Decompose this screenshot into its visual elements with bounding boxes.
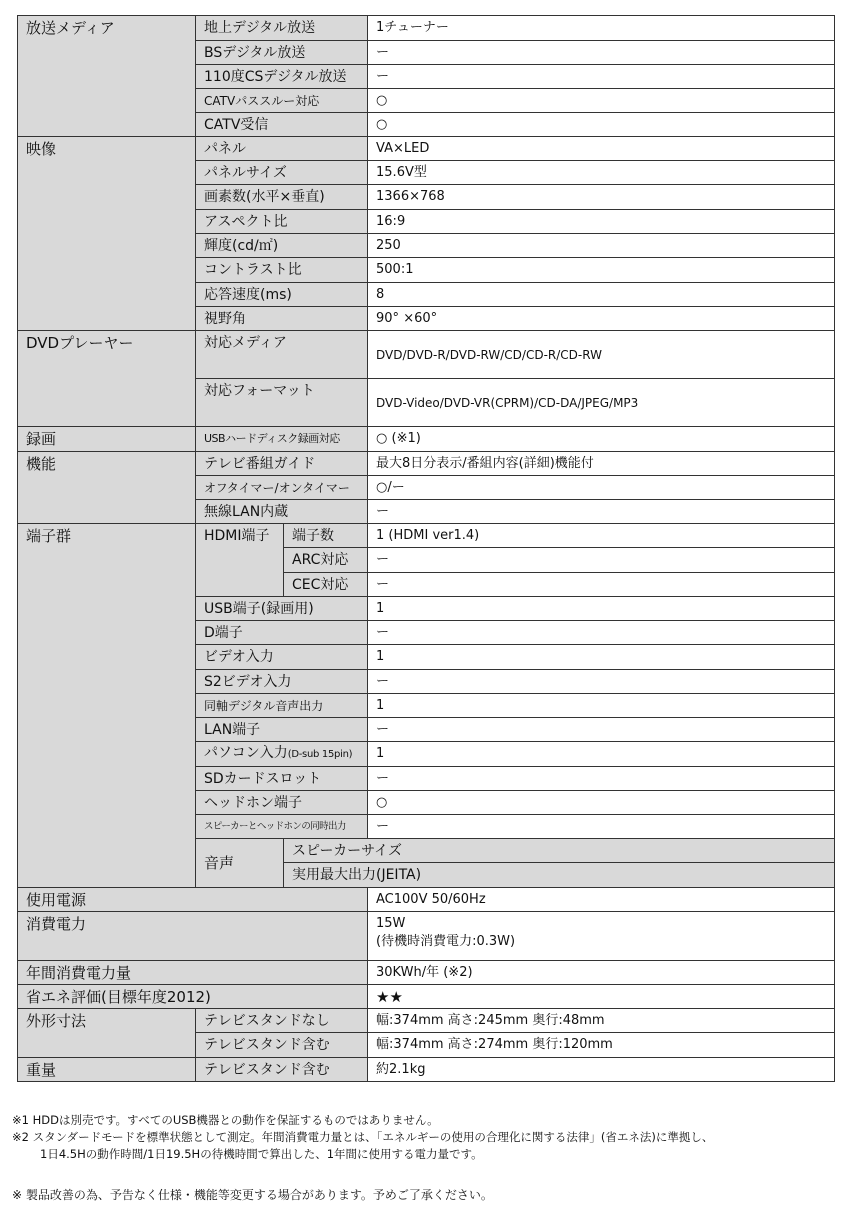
spec-label: S2ビデオ入力 <box>196 670 368 694</box>
spec-value: 1 <box>368 645 835 670</box>
spec-value: 最大8日分表示/番組内容(詳細)機能付 <box>368 452 835 476</box>
spec-table <box>17 15 835 1082</box>
spec-value: DVD-Video/DVD-VR(CPRM)/CD-DA/JPEG/MP3 <box>368 379 835 427</box>
spec-label: USBハードディスク録画対応 <box>196 427 368 452</box>
spec-label: SDカードスロット <box>196 767 368 791</box>
spec-value: ○/ー <box>368 476 835 500</box>
spec-label: パネル <box>196 137 368 161</box>
power-consumption-value <box>368 912 835 961</box>
category-power-source: 使用電源 <box>18 888 368 912</box>
spec-value: 250 <box>368 234 835 258</box>
spec-row <box>18 1058 835 1082</box>
spec-value: DVD/DVD-R/DVD-RW/CD/CD-R/CD-RW <box>368 331 835 379</box>
spec-label: パソコン入力 <box>204 745 288 761</box>
spec-value: ー <box>368 815 835 839</box>
spec-row <box>18 888 835 912</box>
spec-label: 輝度(cd/㎡) <box>196 234 368 258</box>
category-weight: 重量 <box>18 1058 196 1082</box>
spec-value: 1 (HDMI ver1.4) <box>368 524 835 548</box>
spec-value: 幅:374mm 高さ:245mm 奥行:48mm <box>368 1009 835 1033</box>
spec-label: 地上デジタル放送 <box>196 16 368 41</box>
spec-value: 15.6V型 <box>368 161 835 185</box>
spec-value: ー <box>368 65 835 89</box>
spec-label: 端子数 <box>284 524 368 548</box>
footnote-1: ※1 HDDは別売です。すべてのUSB機器との動作を保証するものではありません。 <box>12 1113 439 1127</box>
spec-value: 500:1 <box>368 258 835 283</box>
spec-value: ○ <box>368 113 835 137</box>
spec-value: AC100V 50/60Hz <box>368 888 835 912</box>
spec-label: 実用最大出力(JEITA) <box>284 863 835 888</box>
hdmi-label: HDMI端子 <box>196 524 284 597</box>
spec-label: テレビスタンド含む <box>196 1033 368 1058</box>
spec-value: 幅:374mm 高さ:274mm 奥行:120mm <box>368 1033 835 1058</box>
spec-label: 無線LAN内蔵 <box>196 500 368 524</box>
spec-value: 1 <box>368 597 835 621</box>
spec-label: テレビスタンド含む <box>196 1058 368 1082</box>
spec-value: ー <box>368 767 835 791</box>
category-power-consumption: 消費電力 <box>18 912 368 961</box>
spec-label: 応答速度(ms) <box>196 283 368 307</box>
spec-value: (待機時消費電力:0.3W) <box>376 934 516 949</box>
spec-label: スピーカーサイズ <box>284 839 835 863</box>
spec-value: ○ <box>368 791 835 815</box>
spec-value: 90° ×60° <box>368 307 835 331</box>
spec-label: D端子 <box>196 621 368 645</box>
spec-label: USB端子(録画用) <box>196 597 368 621</box>
spec-value: 8 <box>368 283 835 307</box>
pc-input-label <box>196 742 368 767</box>
spec-value: 約2.1kg <box>368 1058 835 1082</box>
spec-value: ー <box>368 41 835 65</box>
spec-row <box>18 331 835 379</box>
spec-value: ー <box>368 670 835 694</box>
spec-value: 1366×768 <box>368 185 835 210</box>
spec-value: VA×LED <box>368 137 835 161</box>
spec-label: BSデジタル放送 <box>196 41 368 65</box>
spec-row <box>18 524 835 548</box>
energy-stars: ★★ <box>368 985 835 1009</box>
spec-value: ー <box>368 718 835 742</box>
spec-label: 110度CSデジタル放送 <box>196 65 368 89</box>
spec-label: CEC対応 <box>284 573 368 597</box>
spec-label: 同軸デジタル音声出力 <box>196 694 368 718</box>
spec-row <box>18 1009 835 1033</box>
spec-row <box>18 912 835 961</box>
category-broadcast: 放送メディア <box>18 16 196 137</box>
spec-value: 30KWh/年 (※2) <box>368 961 835 985</box>
spec-label: テレビ番組ガイド <box>196 452 368 476</box>
spec-label: LAN端子 <box>196 718 368 742</box>
category-video: 映像 <box>18 137 196 331</box>
spec-value: ー <box>368 500 835 524</box>
category-dimensions: 外形寸法 <box>18 1009 196 1058</box>
spec-label-note: (D-sub 15pin) <box>287 749 353 760</box>
spec-label: ビデオ入力 <box>196 645 368 670</box>
spec-label: 画素数(水平×垂直) <box>196 185 368 210</box>
disclaimer: ※ 製品改善の為、予告なく仕様・機能等変更する場合があります。予めご了承ください。 <box>12 1188 493 1202</box>
spec-label: ヘッドホン端子 <box>196 791 368 815</box>
spec-value: ー <box>368 621 835 645</box>
spec-label: 視野角 <box>196 307 368 331</box>
footnote-2: ※2 スタンダードモードを標準状態として測定。年間消費電力量とは、「エネルギーの使用の合理化に関する法律」(省エネ法)に準拠し、 <box>12 1130 714 1144</box>
category-energy-rating: 省エネ評価(目標年度2012) <box>18 985 368 1009</box>
category-dvd: DVDプレーヤー <box>18 331 196 427</box>
spec-label: 対応フォーマット <box>196 379 368 427</box>
spec-value: 1 <box>368 742 835 767</box>
spec-row <box>18 137 835 161</box>
category-audio: 音声 <box>196 839 284 888</box>
spec-label: 対応メディア <box>196 331 368 379</box>
spec-row <box>18 985 835 1009</box>
footnotes <box>12 1112 842 1163</box>
spec-label: CATVパススルー対応 <box>196 89 368 113</box>
category-terminals: 端子群 <box>18 524 196 888</box>
spec-label: コントラスト比 <box>196 258 368 283</box>
spec-value: ○ <box>368 89 835 113</box>
spec-row <box>18 16 835 41</box>
category-recording: 録画 <box>18 427 196 452</box>
spec-label: CATV受信 <box>196 113 368 137</box>
spec-label: ARC対応 <box>284 548 368 573</box>
spec-value: ー <box>368 548 835 573</box>
footnote-2-cont: 1日4.5Hの動作時間/1日19.5Hの待機時間で算出した、1年間に使用する電力量です。 <box>40 1147 483 1161</box>
spec-value: 15W <box>376 916 406 931</box>
category-annual-power: 年間消費電力量 <box>18 961 368 985</box>
spec-value: 1 <box>368 694 835 718</box>
spec-row <box>18 427 835 452</box>
spec-value: 16:9 <box>368 210 835 234</box>
spec-row <box>18 961 835 985</box>
spec-value: 1チューナー <box>368 16 835 41</box>
spec-value: ー <box>368 573 835 597</box>
spec-row <box>18 452 835 476</box>
spec-label: テレビスタンドなし <box>196 1009 368 1033</box>
spec-label: パネルサイズ <box>196 161 368 185</box>
spec-label: アスペクト比 <box>196 210 368 234</box>
spec-value: ○ (※1) <box>368 427 835 452</box>
spec-label: スピーカーとヘッドホンの同時出力 <box>196 815 368 839</box>
spec-label: オフタイマー/オンタイマー <box>196 476 368 500</box>
category-functions: 機能 <box>18 452 196 524</box>
